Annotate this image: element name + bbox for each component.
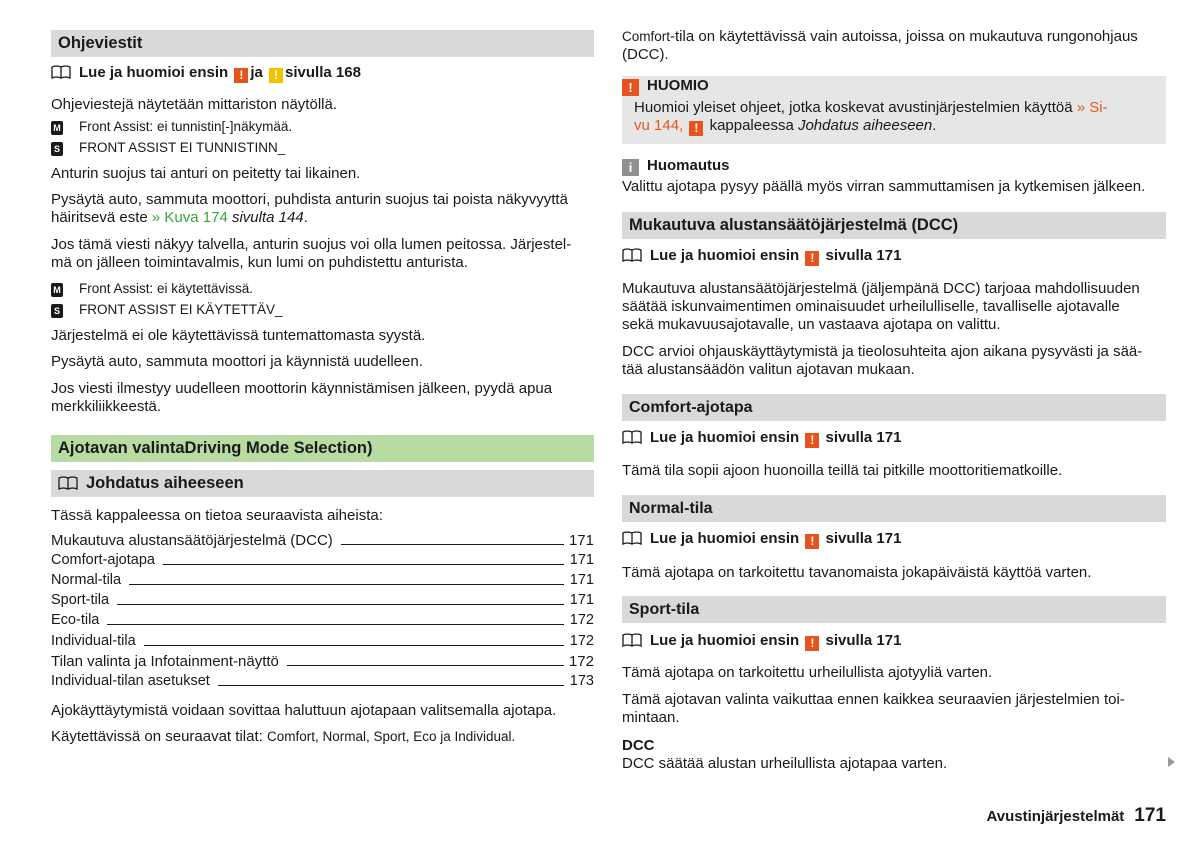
- paragraph: merkkiliikkeestä.: [51, 398, 162, 415]
- message-m: M Front Assist: ei käytettävissä.: [51, 279, 594, 298]
- toc-row: Individual-tilan asetukset 173: [51, 673, 594, 689]
- paragraph: Järjestelmä ei ole käytettävissä tuntemattomasta syystä.: [51, 327, 426, 344]
- paragraph: Tämä tila sopii ajoon huonoilla teillä tai pitkille moottoritiematkoille.: [622, 462, 1063, 479]
- paragraph: Tämä ajotapa on tarkoitettu tavanomaista jokapäiväistä käyttöä varten.: [622, 564, 1092, 581]
- caution-text: vu 144, ! kappaleessa Johdatus aiheeseen.: [634, 117, 937, 135]
- paragraph: häiritsevä este » Kuva 174 sivulta 144.: [51, 209, 308, 226]
- continue-arrow-icon: [1168, 757, 1175, 767]
- section-heading-ohjeviestit: Ohjeviestit: [51, 30, 594, 57]
- caution-text: Huomioi yleiset ohjeet, jotka koskevat avustinjärjestelmien käyttöä » Si-: [634, 99, 1108, 116]
- read-first-reference: Lue ja huomioi ensin ! sivulla 171: [622, 631, 1166, 651]
- section-heading-dcc: Mukautuva alustansäätöjärjestelmä (DCC): [622, 212, 1166, 239]
- exclamation-icon: !: [689, 121, 703, 136]
- toc-row: Mukautuva alustansäätöjärjestelmä (DCC) 171: [51, 532, 594, 549]
- subheading-dcc: DCC: [622, 737, 655, 754]
- paragraph: Ohjeviestejä näytetään mittariston näytöllä.: [51, 96, 337, 113]
- figure-link: » Kuva 174: [151, 209, 228, 226]
- book-icon: [622, 531, 642, 545]
- section-heading-ajotavan-valinta: Ajotavan valintaDriving Mode Selection): [51, 435, 594, 462]
- exclamation-icon: !: [234, 68, 248, 83]
- paragraph: Jos tämä viesti näkyy talvella, anturin suojus voi olla lumen peitossa. Järjestel-: [51, 236, 572, 253]
- exclamation-icon: !: [805, 433, 819, 448]
- note-text: Valittu ajotapa pysyy päällä myös virran sammuttamisen ja kytkemisen jälkeen.: [622, 178, 1146, 195]
- m-badge-icon: M: [51, 283, 63, 297]
- message-m: M Front Assist: ei tunnistin[-]näkymää.: [51, 117, 594, 136]
- paragraph: (DCC).: [622, 46, 669, 63]
- section-heading-sport: Sport-tila: [622, 596, 1166, 623]
- exclamation-icon: !: [269, 68, 283, 83]
- paragraph: säätää iskunvaimentimen ominaisuudet urheilulliselle, tavalliselle ajotavalle: [622, 298, 1120, 315]
- read-first-reference: Lue ja huomioi ensin ! ja ! sivulla 168: [51, 63, 594, 83]
- paragraph: Comfort-tila on käytettävissä vain autoissa, joissa on mukautuva rungonohjaus: [622, 28, 1138, 45]
- footer-section-title: Avustinjärjestelmät: [986, 808, 1125, 825]
- paragraph: Tässä kappaleessa on tietoa seuraavista aiheista:: [51, 507, 383, 524]
- note-title: i Huomautus: [622, 156, 1166, 176]
- paragraph: Pysäytä auto, sammuta moottori ja käynnistä uudelleen.: [51, 353, 423, 370]
- paragraph: DCC arvioi ohjauskäyttäytymistä ja tieolosuhteita ajon aikana pysyvästi ja sää-: [622, 343, 1143, 360]
- paragraph: mintaan.: [622, 709, 680, 726]
- toc-row: Comfort-ajotapa 171: [51, 552, 594, 568]
- toc-row: Tilan valinta ja Infotainment-näyttö 172: [51, 653, 594, 670]
- paragraph: mä on jälleen toimintavalmis, kun lumi on puhdistettu anturista.: [51, 254, 468, 271]
- read-first-reference: Lue ja huomioi ensin ! sivulla 171: [622, 529, 1166, 549]
- paragraph: Mukautuva alustansäätöjärjestelmä (jäljempänä DCC) tarjoaa mahdollisuuden: [622, 280, 1140, 297]
- paragraph: sekä mukavuusajotavalle, un vastaava ajotapa on valittu.: [622, 316, 1001, 333]
- read-first-reference: Lue ja huomioi ensin ! sivulla 171: [622, 246, 1166, 266]
- paragraph: Jos viesti ilmestyy uudelleen moottorin käynnistämisen jälkeen, pyydä apua: [51, 380, 553, 397]
- paragraph: Anturin suojus tai anturi on peitetty tai likainen.: [51, 165, 361, 182]
- page-footer: [986, 805, 1166, 827]
- read-first-reference: Lue ja huomioi ensin ! sivulla 171: [622, 428, 1166, 448]
- paragraph: Ajokäyttäytymistä voidaan sovittaa haluttuun ajotapaan valitsemalla ajotapa.: [51, 702, 557, 719]
- paragraph: tää alustansäädön valitun ajotavan mukaan.: [622, 361, 915, 378]
- book-icon: [622, 430, 642, 444]
- s-badge-icon: S: [51, 304, 63, 318]
- exclamation-icon: !: [805, 636, 819, 651]
- toc-row: Individual-tila 172: [51, 633, 594, 649]
- right-column: [622, 0, 1166, 845]
- section-heading-comfort: Comfort-ajotapa: [622, 394, 1166, 421]
- toc-row: Normal-tila 171: [51, 572, 594, 588]
- book-icon: [51, 65, 71, 79]
- book-icon: [58, 476, 78, 490]
- book-icon: [622, 633, 642, 647]
- m-badge-icon: M: [51, 121, 63, 135]
- book-icon: [622, 248, 642, 262]
- paragraph: Käytettävissä on seuraavat tilat: Comfort, Normal, Sport, Eco ja Individual.: [51, 728, 516, 745]
- paragraph: Tämä ajotapa on tarkoitettu urheilullista ajotyyliä varten.: [622, 664, 993, 681]
- left-column: [51, 0, 594, 845]
- page-number: 171: [1134, 805, 1166, 826]
- paragraph: Pysäytä auto, sammuta moottori, puhdista anturin suojus tai poista näkyvyyttä: [51, 191, 568, 208]
- message-s: S FRONT ASSIST EI KÄYTETTÄV_: [51, 300, 594, 319]
- paragraph: Tämä ajotavan valinta vaikuttaa ennen kaikkea seuraavien järjestelmien toi-: [622, 691, 1125, 708]
- exclamation-icon: !: [805, 534, 819, 549]
- toc-row: Eco-tila 172: [51, 612, 594, 628]
- message-s: S FRONT ASSIST EI TUNNISTINN_: [51, 138, 594, 157]
- caution-title: ! HUOMIO: [622, 76, 709, 96]
- toc-row: Sport-tila 171: [51, 592, 594, 608]
- section-heading-normal: Normal-tila: [622, 495, 1166, 522]
- caution-box: [622, 76, 1166, 144]
- subsection-heading-johdatus: Johdatus aiheeseen: [51, 470, 594, 497]
- info-icon: i: [622, 159, 639, 176]
- exclamation-icon: !: [622, 79, 639, 96]
- s-badge-icon: S: [51, 142, 63, 156]
- exclamation-icon: !: [805, 251, 819, 266]
- paragraph: DCC säätää alustan urheilullista ajotapaa varten.: [622, 755, 948, 772]
